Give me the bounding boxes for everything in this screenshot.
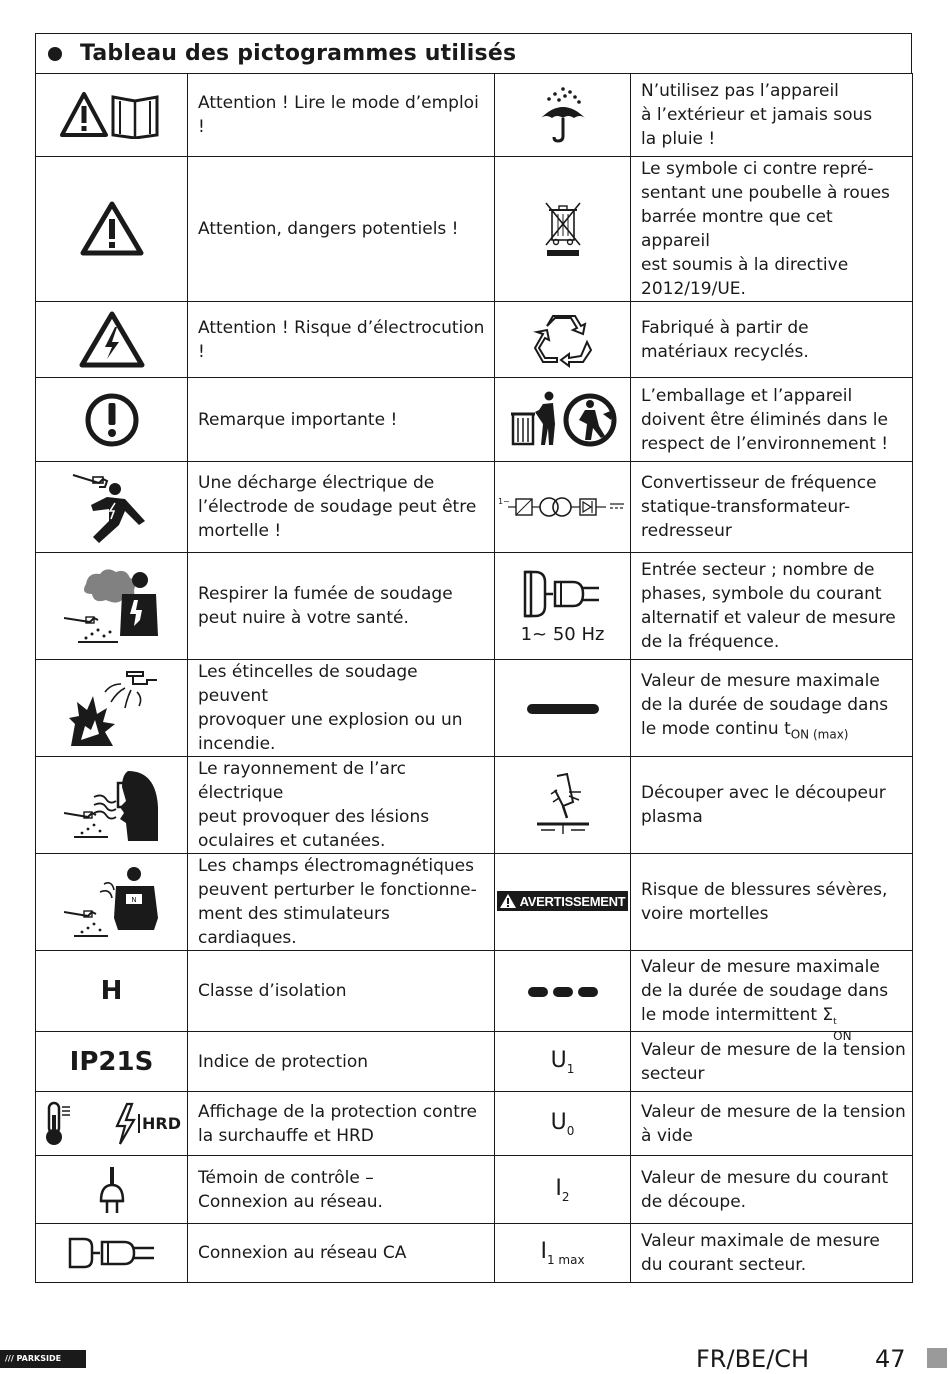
left-description: Les étincelles de soudage peuvent provoquer une explosion ou un incendie. — [188, 660, 495, 757]
crossed-bin-icon — [495, 157, 631, 302]
left-description: Une décharge électrique de l’électrode de soudage peut être mortelle ! — [188, 462, 495, 553]
symbol-letter: I — [555, 1175, 562, 1201]
right-description-text: Valeur de mesure maximale de la durée de soudage dans le mode intermittent Σ — [641, 957, 889, 1025]
exclamation-circle-icon — [36, 378, 188, 462]
left-description: Les champs électromagnétiques peuvent perturber le fonctionne- ment des stimulateurs cardiaques. — [188, 854, 495, 951]
hrd-indicator — [114, 1102, 181, 1146]
page-number: 47 — [875, 1345, 906, 1373]
pictogram-table — [35, 73, 913, 1283]
ac-phase-label: 1~ — [497, 497, 510, 506]
current-i1max-symbol — [495, 1224, 631, 1283]
avertissement-badge-icon — [495, 854, 631, 951]
right-description: Fabriqué à partir de matériaux recyclés. — [631, 302, 913, 378]
right-description: Valeur de mesure de la tension secteur — [631, 1032, 913, 1092]
symbol-subscript: 1 — [566, 1061, 575, 1076]
right-description: Découper avec le découpeur plasma — [631, 757, 913, 854]
left-description: Indice de protection — [188, 1032, 495, 1092]
sparks-explosion-icon — [36, 660, 188, 757]
left-description: Témoin de contrôle – Connexion au réseau. — [188, 1156, 495, 1224]
thermometer-icon — [36, 1092, 188, 1156]
mains-input-icon — [495, 553, 631, 660]
ton-subscript: ON — [833, 1029, 852, 1043]
table-row — [36, 1224, 913, 1283]
electric-warning-icon — [36, 302, 188, 378]
pacemaker-warning-icon — [36, 854, 188, 951]
table-row — [36, 854, 913, 951]
ton-max-subscript: ON (max) — [790, 727, 849, 742]
voltage-u1-symbol — [495, 1032, 631, 1092]
left-description: Affichage de la protection contre la surchauffe et HRD — [188, 1092, 495, 1156]
left-description: Attention ! Lire le mode d’emploi ! — [188, 74, 495, 157]
table-row — [36, 951, 913, 1032]
recycle-icon — [495, 302, 631, 378]
page-marker — [927, 1348, 947, 1368]
left-description: Respirer la fumée de soudage peut nuire à votre santé. — [188, 553, 495, 660]
intermittent-line-icon — [495, 951, 631, 1032]
welding-fumes-icon — [36, 553, 188, 660]
table-row — [36, 302, 913, 378]
ac-plug-icon — [36, 1224, 188, 1283]
svg-text:N: N — [130, 896, 137, 904]
left-description: Remarque importante ! — [188, 378, 495, 462]
ip-rating-symbol: IP21S — [36, 1032, 188, 1092]
table-row — [36, 462, 913, 553]
section-header — [35, 33, 912, 73]
table-row — [36, 74, 913, 157]
right-description: Entrée secteur ; nombre de phases, symbole du courant alternatif et valeur de mesure de la fréquence. — [631, 553, 913, 660]
page-title: Tableau des pictogrammes utilisés — [80, 41, 517, 66]
right-description: Valeur de mesure du courant de découpe. — [631, 1156, 913, 1224]
bullet-icon — [48, 47, 62, 61]
left-description: Classe d’isolation — [188, 951, 495, 1032]
symbol-letter: I — [540, 1239, 547, 1264]
table-row — [36, 157, 913, 302]
right-description: N’utilisez pas l’appareil à l’extérieur et jamais sous la pluie ! — [631, 74, 913, 157]
symbol-subscript: 1 max — [546, 1253, 585, 1267]
right-description — [631, 660, 913, 757]
pictogram-table-container — [35, 33, 912, 1283]
warning-manual-icon — [36, 74, 188, 157]
avertissement-label: AVERTISSEMENT — [519, 893, 626, 909]
hrd-label: HRD — [138, 1114, 181, 1133]
right-description: Le symbole ci contre repré- sentant une poubelle à roues barrée montre que cet appareil est soumis à la directive 2012/19/UE. — [631, 157, 913, 302]
right-description — [631, 951, 913, 1043]
voltage-u0-symbol — [495, 1092, 631, 1156]
right-description-text: Valeur de mesure maximale de la durée de soudage dans le mode continu t — [641, 671, 889, 740]
table-row — [36, 378, 913, 462]
table-row — [36, 1156, 913, 1224]
table-row — [36, 757, 913, 854]
indicator-lamp-icon — [36, 1156, 188, 1224]
right-description: Valeur de mesure de la tension à vide — [631, 1092, 913, 1156]
symbol-subscript: 2 — [561, 1189, 570, 1204]
table-row — [36, 1032, 913, 1092]
symbol-letter: U — [550, 1109, 567, 1135]
umbrella-rain-icon — [495, 74, 631, 157]
current-i2-symbol — [495, 1156, 631, 1224]
arc-radiation-icon — [36, 757, 188, 854]
table-row — [36, 553, 913, 660]
left-description: Le rayonnement de l’arc électrique peut provoquer des lésions oculaires et cutanées. — [188, 757, 495, 854]
right-description: Convertisseur de fréquence statique-transformateur- redresseur — [631, 462, 913, 553]
plasma-cutter-icon — [495, 757, 631, 854]
right-description: L’emballage et l’appareil doivent être éliminés dans le respect de l’environnement ! — [631, 378, 913, 462]
right-description: Valeur maximale de mesure du courant secteur. — [631, 1224, 913, 1283]
frequency-converter-icon — [495, 462, 631, 553]
right-description: Risque de blessures sévères, voire mortelles — [631, 854, 913, 951]
continuous-line-icon — [495, 660, 631, 757]
warning-triangle-icon — [36, 157, 188, 302]
table-row — [36, 1092, 913, 1156]
left-description: Attention ! Risque d’électrocution ! — [188, 302, 495, 378]
left-description: Connexion au réseau CA — [188, 1224, 495, 1283]
language-label: FR/BE/CH — [696, 1345, 810, 1373]
electrode-shock-icon — [36, 462, 188, 553]
symbol-letter: U — [550, 1047, 567, 1073]
sigma-superscript: t — [833, 1017, 837, 1027]
table-row — [36, 660, 913, 757]
dispose-properly-icon — [495, 378, 631, 462]
insulation-class-symbol: H — [36, 951, 188, 1032]
symbol-subscript: 0 — [566, 1123, 575, 1138]
brand-logo: /// PARKSIDE — [0, 1350, 86, 1368]
mains-frequency-label: 1~ 50 Hz — [520, 623, 605, 645]
left-description: Attention, dangers potentiels ! — [188, 157, 495, 302]
